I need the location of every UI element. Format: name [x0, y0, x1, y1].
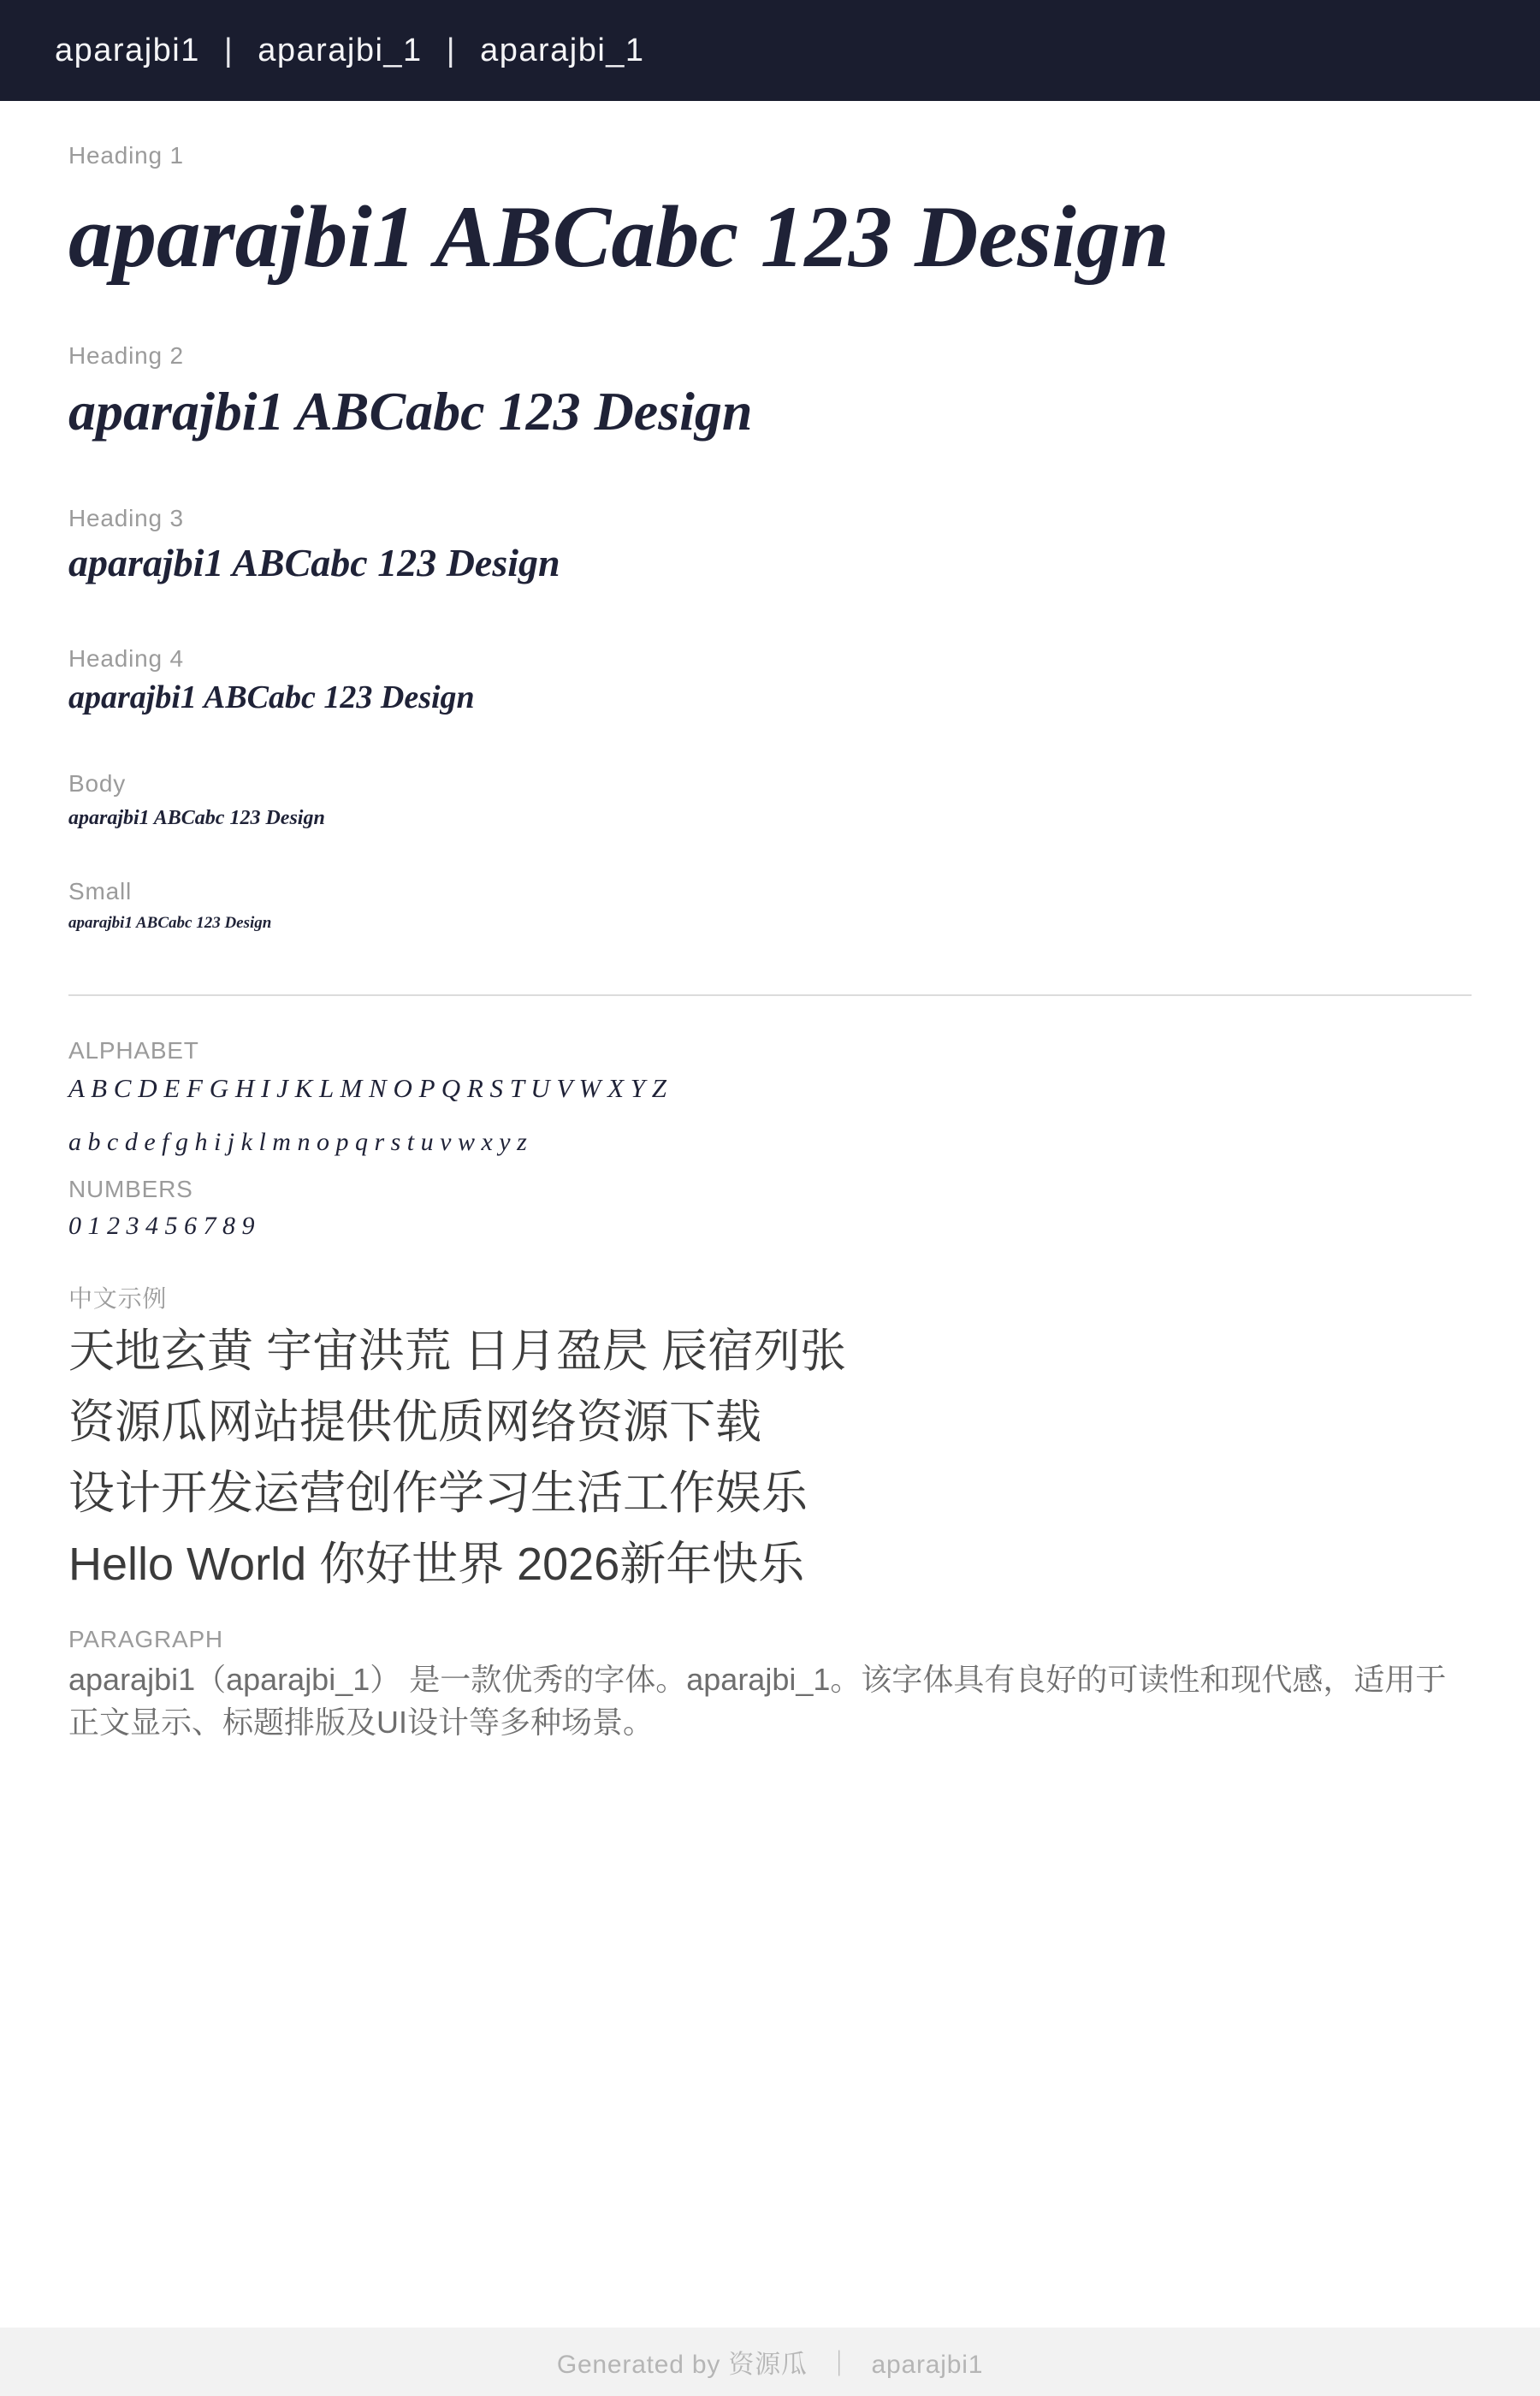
- chinese-sample-label: 中文示例: [68, 1285, 168, 1312]
- paragraph-label: PARAGRAPH: [68, 1626, 223, 1652]
- small-label: Small: [68, 878, 133, 904]
- chinese-line-4: Hello World 你好世界 2026新年快乐: [68, 1539, 805, 1590]
- alphabet-uppercase: A B C D E F G H I J K L M N O P Q R S T U V W X Y Z: [68, 1073, 666, 1103]
- font-name: aparajbi1: [55, 32, 200, 68]
- heading3-label: Heading 3: [68, 505, 184, 531]
- font-alias-2: aparajbi_1: [480, 32, 645, 68]
- numbers-sample: 0 1 2 3 4 5 6 7 8 9: [68, 1212, 255, 1240]
- footer-font-name: aparajbi1: [871, 2351, 984, 2379]
- font-alias-1: aparajbi_1: [258, 32, 423, 68]
- footer-bar: [0, 2328, 1540, 2396]
- heading1-label: Heading 1: [68, 142, 184, 169]
- chinese-line-2: 资源瓜网站提供优质网络资源下载: [68, 1397, 761, 1448]
- alphabet-label: ALPHABET: [68, 1037, 199, 1064]
- small-sample: aparajbi1 ABCabc 123 Design: [68, 914, 272, 932]
- heading4-sample: aparajbi1 ABCabc 123 Design: [68, 679, 475, 715]
- chinese-sample-block: [68, 1316, 846, 1600]
- heading1-sample: aparajbi1 ABCabc 123 Design: [68, 188, 1170, 286]
- body-sample: aparajbi1 ABCabc 123 Design: [68, 807, 325, 829]
- header-separator: |: [446, 32, 457, 68]
- chinese-line-1: 天地玄黄 宇宙洪荒 日月盈昃 辰宿列张: [68, 1326, 847, 1377]
- chinese-line-3: 设计开发运营创作学习生活工作娱乐: [68, 1468, 808, 1519]
- paragraph-text: aparajbi1（aparajbi_1） 是一款优秀的字体。aparajbi_1。该字体具有良好的可读性和现代感，适用于正文显示、标题排版及UI设计等多种场景。: [68, 1662, 1447, 1740]
- header-bar: [0, 0, 1540, 101]
- alphabet-lowercase: a b c d e f g h i j k l m n o p q r s t u v w x y z: [68, 1128, 527, 1156]
- section-divider: [68, 994, 1472, 996]
- heading2-label: Heading 2: [68, 342, 184, 369]
- header-separator: |: [223, 32, 234, 68]
- footer-separator: ｜: [826, 2351, 853, 2379]
- footer-text: [557, 2343, 983, 2381]
- numbers-label: NUMBERS: [68, 1176, 193, 1202]
- footer-generated-by: Generated by 资源瓜: [556, 2351, 808, 2379]
- header-title: [55, 33, 645, 69]
- heading3-sample: aparajbi1 ABCabc 123 Design: [68, 541, 560, 584]
- heading2-sample: aparajbi1 ABCabc 123 Design: [68, 381, 753, 442]
- heading4-label: Heading 4: [68, 645, 184, 672]
- body-label: Body: [68, 770, 127, 797]
